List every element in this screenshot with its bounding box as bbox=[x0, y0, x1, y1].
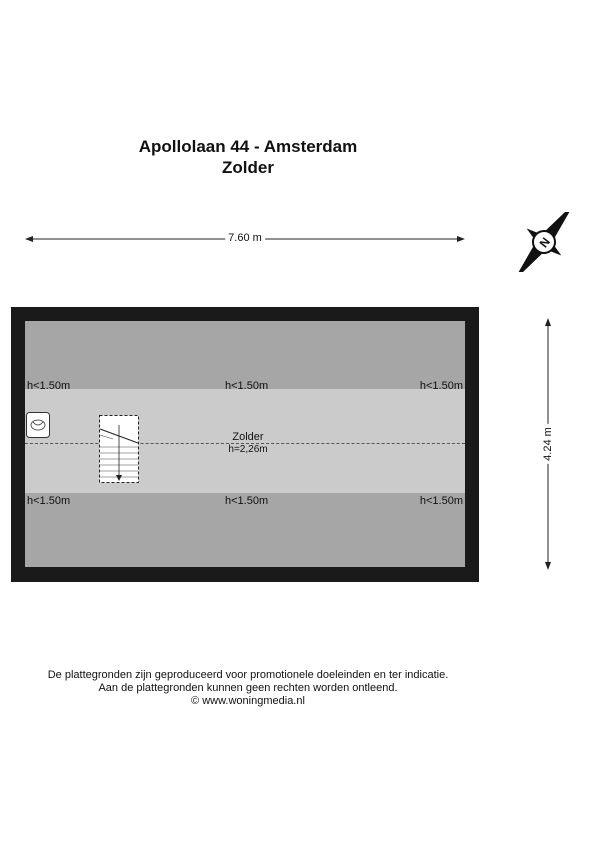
width-dimension bbox=[25, 230, 465, 248]
boiler-icon bbox=[26, 412, 50, 438]
room-name: Zolder bbox=[232, 431, 264, 443]
depth-dimension bbox=[538, 318, 558, 570]
room-zolder bbox=[25, 321, 465, 567]
disclaimer-line-1: De plattegronden zijn geproduceerd voor promotionele doeleinden en ter indicatie. bbox=[47, 669, 449, 681]
floor-name: Zolder bbox=[222, 158, 274, 177]
room-height: h=2,26m bbox=[228, 444, 268, 455]
disclaimer-line-2: Aan de plattegronden kunnen geen rechten worden ontleend. bbox=[98, 682, 398, 694]
width-dimension-label: 7.60 m bbox=[225, 232, 265, 244]
low-height-label-top-center: h<1.50m bbox=[225, 380, 269, 392]
floor-plan bbox=[11, 307, 479, 582]
compass-letter: N bbox=[536, 234, 553, 251]
depth-dimension-label: 4.24 m bbox=[542, 424, 554, 464]
low-height-label-top-left: h<1.50m bbox=[27, 380, 71, 392]
low-height-label-top-right: h<1.50m bbox=[419, 380, 463, 392]
low-height-label-bottom-center: h<1.50m bbox=[225, 495, 269, 507]
low-height-label-bottom-right: h<1.50m bbox=[419, 495, 463, 507]
copyright-link[interactable]: © www.woningmedia.nl bbox=[191, 695, 305, 707]
compass-rose-icon bbox=[498, 212, 590, 272]
plan-title: Apollolaan 44 - Amsterdam bbox=[138, 137, 358, 156]
staircase-icon bbox=[99, 415, 139, 483]
low-height-label-bottom-left: h<1.50m bbox=[27, 495, 71, 507]
